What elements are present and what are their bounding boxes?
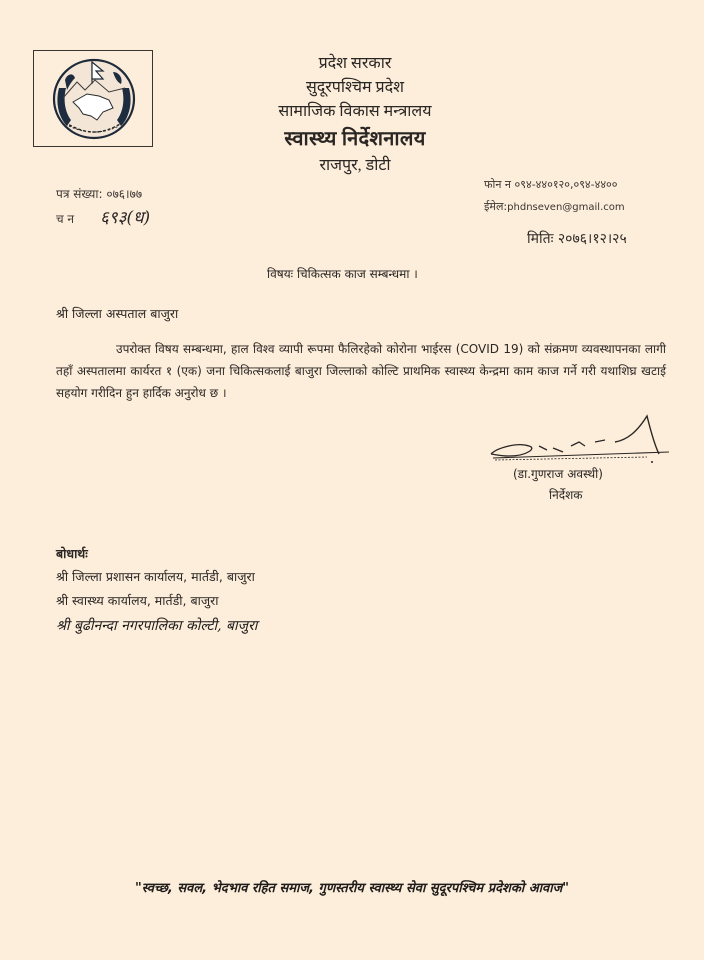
email bbox=[484, 196, 625, 218]
subject-line bbox=[267, 265, 418, 282]
email-value: phdnseven@gmail.com bbox=[507, 202, 625, 213]
cc-item-handwritten: श्री बुढीनन्दा नगरपालिका कोल्टी, बाजुरा bbox=[56, 618, 258, 634]
header-ministry: सामाजिक विकास मन्त्रालय bbox=[278, 103, 432, 120]
header-province: सुदूरपश्चिम प्रदेश bbox=[305, 79, 405, 96]
header-government: प्रदेश सरकार bbox=[318, 55, 392, 72]
header-address: राजपुर, डोटी bbox=[319, 157, 391, 174]
cc-item: श्री स्वास्थ्य कार्यालय, मार्तडी, बाजुरा bbox=[56, 593, 219, 608]
date bbox=[527, 229, 627, 248]
dispatch-number-label: च न bbox=[56, 212, 75, 226]
letter-number bbox=[56, 182, 150, 206]
letterhead bbox=[250, 52, 460, 178]
email-label: ईमेल: bbox=[484, 200, 508, 213]
addressee: श्री जिल्ला अस्पताल बाजुरा bbox=[56, 306, 179, 321]
signatory-name: (डा.गुणराज अवस्थी) bbox=[513, 467, 603, 481]
subject-label: विषयः bbox=[267, 267, 294, 281]
phone-label: फोन न bbox=[484, 178, 512, 191]
phone bbox=[484, 174, 625, 196]
letter-number-value: ०७६।७७ bbox=[106, 187, 143, 201]
emblem-frame bbox=[33, 50, 153, 147]
reference-block bbox=[56, 182, 150, 230]
cc-block bbox=[56, 543, 257, 639]
nepal-emblem-icon bbox=[51, 58, 137, 140]
contact-block bbox=[484, 174, 625, 218]
cc-title: बोधार्थः bbox=[56, 546, 88, 561]
subject-value: चिकित्सक काज सम्बन्धमा । bbox=[296, 267, 418, 281]
signatory-title: निर्देशक bbox=[549, 488, 583, 502]
phone-value: ०९४-४४०१२०,०९४-४४०० bbox=[514, 178, 618, 191]
header-directorate: स्वास्थ्य निर्देशनालय bbox=[284, 128, 426, 150]
letter-body: उपरोक्त विषय सम्बन्धमा, हाल विश्व व्यापी रूपमा फैलिरहेको कोरोना भाईरस (COVID 19) को संक्रमण व्यवस्थापनका लागी तहाँ अस्पतालमा कार्यरत १ (एक) जना चिकित्सकलाई बाजुरा जिल्लाको कोल्टि प्राथमिक स्वास्थ्य केन्द्रमा काम काज गर्ने गरी यथाशिघ्र खटाई सहयोग गरीदिन हुन हार्दिक अनुरोध छ । bbox=[56, 342, 666, 400]
date-value: २०७६।१२।२५ bbox=[557, 231, 627, 247]
date-label: मितिः bbox=[527, 231, 554, 247]
dispatch-number-value: ६९३(ध) bbox=[99, 208, 151, 228]
letter-number-label: पत्र संख्या: bbox=[56, 187, 103, 201]
cc-item: श्री जिल्ला प्रशासन कार्यालय, मार्तडी, बाजुरा bbox=[56, 569, 255, 584]
signature-icon bbox=[487, 412, 677, 464]
footer-slogan: "स्वच्छ, सवल, भेदभाव रहित समाज, गुणस्तरीय स्वास्थ्य सेवा सुदूरपश्चिम प्रदेशको आवाज" bbox=[134, 881, 570, 896]
dispatch-number bbox=[56, 206, 150, 230]
